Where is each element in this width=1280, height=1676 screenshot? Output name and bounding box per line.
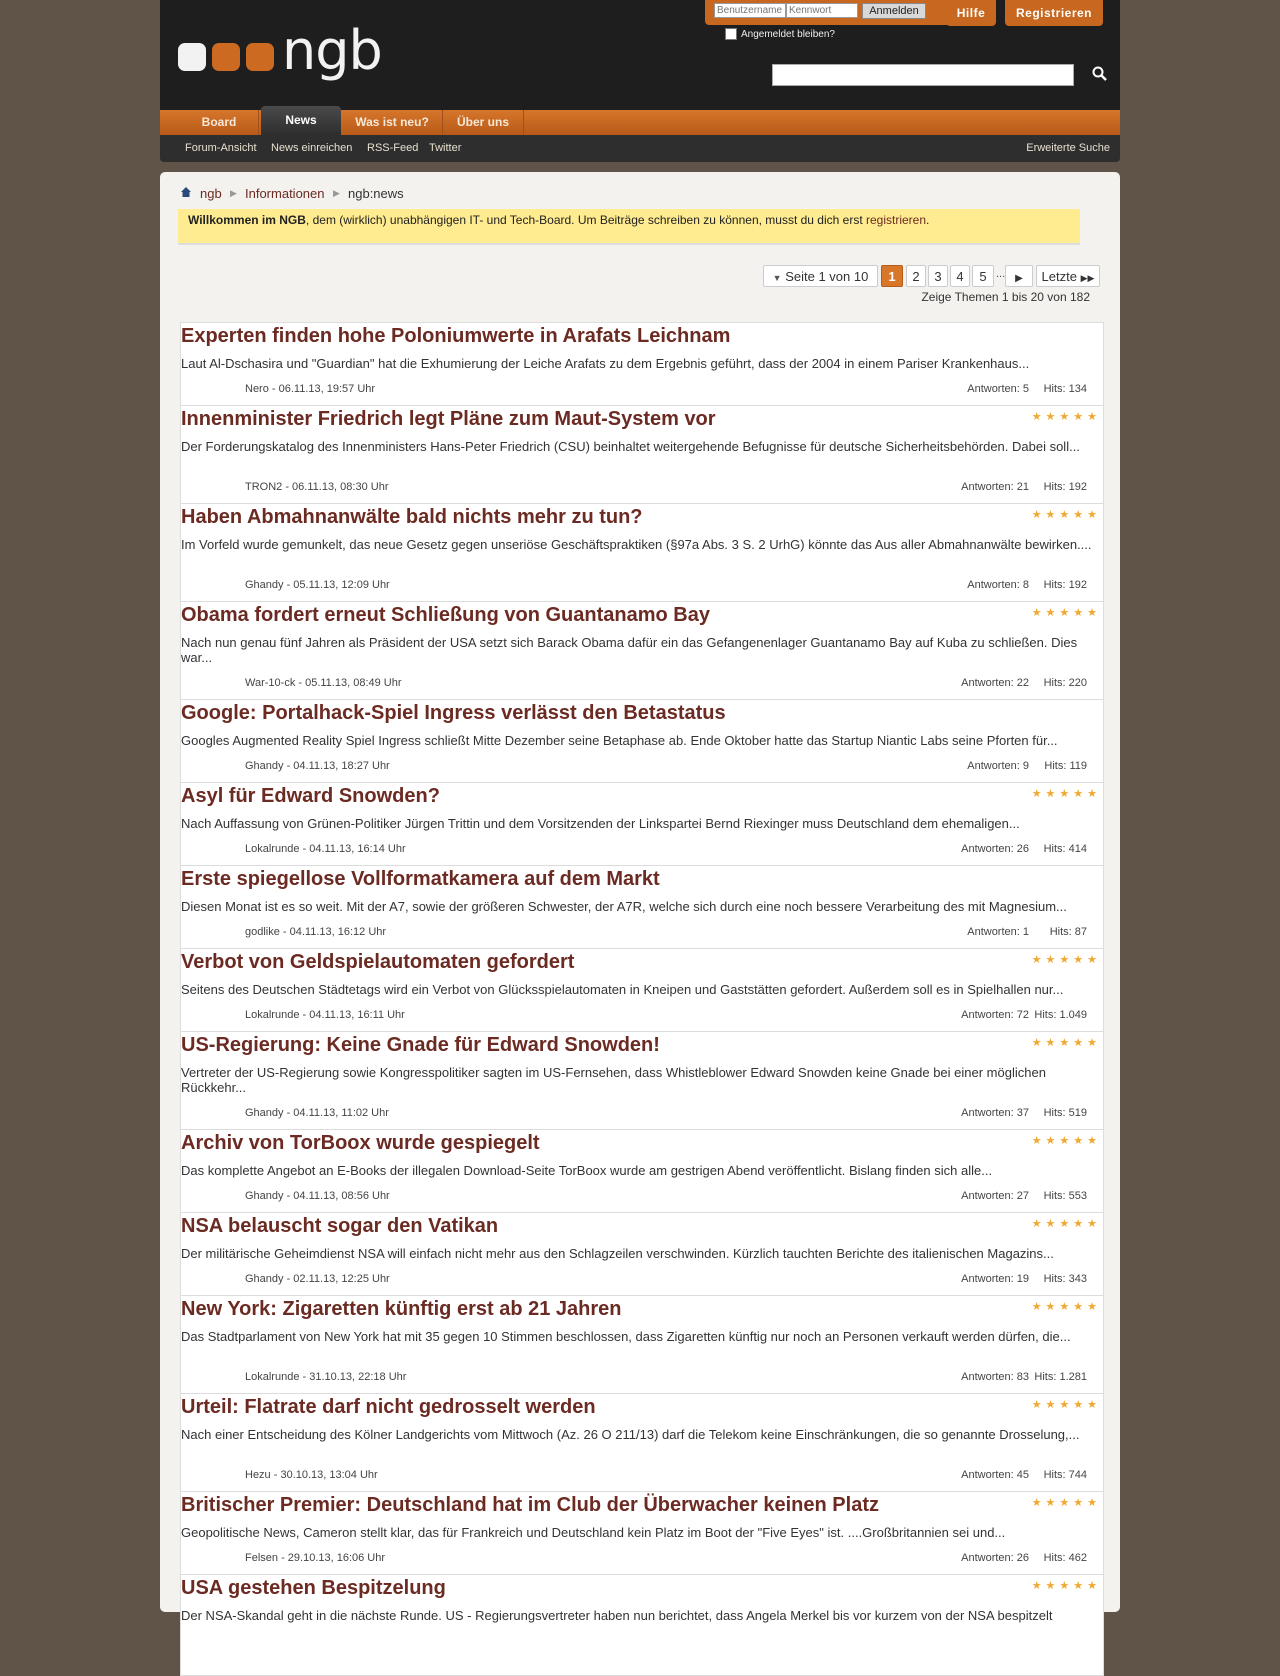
page-wrapper	[160, 0, 1120, 1623]
thread-replies: Antworten: 26	[961, 843, 1029, 855]
thread-item[interactable]	[181, 323, 1103, 406]
thread-title[interactable]: Erste spiegellose Vollformatkamera auf dem Markt	[181, 868, 660, 890]
pagination-ellipsis: ...	[996, 268, 1006, 280]
thread-title[interactable]: Google: Portalhack-Spiel Ingress verlässt den Betastatus	[181, 702, 726, 724]
thread-title[interactable]: Experten finden hohe Poloniumwerte in Arafats Leichnam	[181, 325, 731, 347]
thread-title[interactable]: US-Regierung: Keine Gnade für Edward Snowden!	[181, 1034, 660, 1056]
thread-item[interactable]	[181, 1130, 1103, 1213]
thread-meta	[181, 1371, 1101, 1387]
page-3-button[interactable]: 3	[928, 265, 948, 287]
thread-meta	[181, 1107, 1101, 1123]
thread-item[interactable]	[181, 1575, 1103, 1676]
thread-title[interactable]: Verbot von Geldspielautomaten gefordert	[181, 951, 575, 973]
thread-hits: Hits: 553	[1043, 1190, 1087, 1202]
thread-author-date[interactable]: Lokalrunde - 04.11.13, 16:14 Uhr	[245, 843, 406, 855]
thread-item[interactable]	[181, 949, 1103, 1032]
thread-meta	[181, 579, 1101, 595]
thread-author-date[interactable]: Hezu - 30.10.13, 13:04 Uhr	[245, 1469, 378, 1481]
thread-item[interactable]	[181, 1394, 1103, 1492]
search-icon[interactable]	[1092, 66, 1108, 82]
thread-replies: Antworten: 45	[961, 1469, 1029, 1481]
thread-replies: Antworten: 9	[967, 760, 1029, 772]
breadcrumb-informationen[interactable]: Informationen	[245, 186, 325, 201]
thread-hits: Hits: 192	[1043, 579, 1087, 591]
notice-title: Willkommen im NGB	[188, 213, 306, 227]
breadcrumb-separator-icon: ▶	[333, 188, 340, 198]
login-button[interactable]: Anmelden	[862, 3, 926, 19]
thread-title[interactable]: Asyl für Edward Snowden?	[181, 785, 440, 807]
register-button[interactable]: Registrieren	[1005, 0, 1103, 26]
thread-item[interactable]	[181, 700, 1103, 783]
thread-meta	[181, 1273, 1101, 1289]
thread-hits: Hits: 744	[1043, 1469, 1087, 1481]
thread-replies: Antworten: 22	[961, 677, 1029, 689]
thread-item[interactable]	[181, 504, 1103, 602]
rating-stars-icon: ★★★★★	[1031, 607, 1101, 619]
thread-hits: Hits: 343	[1043, 1273, 1087, 1285]
thread-author-date[interactable]: War-10-ck - 05.11.13, 08:49 Uhr	[245, 677, 402, 689]
thread-replies: Antworten: 72	[961, 1009, 1029, 1021]
page-4-button[interactable]: 4	[950, 265, 970, 287]
thread-count: Zeige Themen 1 bis 20 von 182	[921, 290, 1090, 304]
thread-replies: Antworten: 5	[967, 383, 1029, 395]
thread-meta	[181, 760, 1101, 776]
thread-excerpt: Vertreter der US-Regierung sowie Kongresspolitiker sagten im US-Fernsehen, dass Whistleblower Edward Snowden keine Gnade bei einer möglichen Rückkehr...	[181, 1065, 1046, 1095]
thread-replies: Antworten: 19	[961, 1273, 1029, 1285]
advanced-search-link[interactable]: Erweiterte Suche	[1026, 142, 1110, 154]
thread-author-date[interactable]: Ghandy - 04.11.13, 18:27 Uhr	[245, 760, 390, 772]
thread-excerpt: Nach Auffassung von Grünen-Politiker Jürgen Trittin und dem Vorsitzenden der Linkspartei Bernd Riexinger muss Deutschland dem ehemaligen...	[181, 816, 1020, 831]
thread-excerpt: Googles Augmented Reality Spiel Ingress schließt Mitte Dezember seine Betaphase ab. Ende Oktober hatte das Startup Niantic Labs seine Pforten für...	[181, 733, 1058, 748]
thread-item[interactable]	[181, 1213, 1103, 1296]
rating-stars-icon: ★★★★★	[1031, 1580, 1101, 1592]
main-nav	[160, 110, 1120, 135]
remember-checkbox[interactable]	[725, 28, 737, 40]
thread-meta	[181, 677, 1101, 693]
thread-replies: Antworten: 8	[967, 579, 1029, 591]
next-page-button[interactable]	[1005, 265, 1033, 287]
tab-news[interactable]: News	[261, 106, 341, 135]
thread-excerpt: Diesen Monat ist es so weit. Mit der A7, sowie der größeren Schwester, der A7R, welche sich durch eine noch bessere Verarbeitung des mit Magnesium...	[181, 899, 1067, 914]
notice-text: , dem (wirklich) unabhängigen IT- und Tech-Board. Um Beiträge schreiben zu können, musst du dich erst	[305, 213, 863, 227]
thread-author-date[interactable]: Nero - 06.11.13, 19:57 Uhr	[245, 383, 376, 395]
logo-square-orange	[212, 43, 240, 71]
rating-stars-icon: ★★★★★	[1031, 1218, 1101, 1230]
thread-title[interactable]: Obama fordert erneut Schließung von Guantanamo Bay	[181, 604, 710, 626]
thread-title[interactable]: Haben Abmahnanwälte bald nichts mehr zu tun?	[181, 506, 643, 528]
thread-meta	[181, 926, 1101, 942]
thread-author-date[interactable]: Lokalrunde - 04.11.13, 16:11 Uhr	[245, 1009, 405, 1021]
logo-text: ngb	[282, 19, 382, 82]
rating-stars-icon: ★★★★★	[1031, 788, 1101, 800]
thread-hits: Hits: 1.049	[1034, 1009, 1087, 1021]
thread-hits: Hits: 134	[1043, 383, 1087, 395]
thread-author-date[interactable]: Felsen - 29.10.13, 16:06 Uhr	[245, 1552, 386, 1564]
username-input[interactable]	[714, 3, 786, 18]
thread-replies: Antworten: 26	[961, 1552, 1029, 1564]
page-jump-dropdown[interactable]: ▼ Seite 1 von 10	[763, 265, 878, 287]
password-input[interactable]	[786, 3, 858, 18]
breadcrumb-ngb[interactable]: ngb	[200, 186, 222, 201]
subnav-twitter[interactable]: Twitter	[429, 142, 462, 154]
thread-excerpt: Der militärische Geheimdienst NSA will einfach nicht mehr aus den Schlagzeilen verschwinden. Kürzlich tauchten Berichte des italienischen Magazins...	[181, 1246, 1054, 1261]
thread-item[interactable]	[181, 1296, 1103, 1394]
thread-replies: Antworten: 21	[961, 481, 1029, 493]
page-5-button[interactable]: 5	[972, 265, 994, 287]
main-content	[160, 172, 1120, 1623]
last-page-button[interactable]: Letzte ▶▶	[1036, 265, 1100, 287]
thread-title[interactable]: Urteil: Flatrate darf nicht gedrosselt werden	[181, 1396, 596, 1418]
arrow-right-icon: ▶	[1015, 273, 1023, 284]
thread-hits: Hits: 462	[1043, 1552, 1087, 1564]
thread-title[interactable]: USA gestehen Bespitzelung	[181, 1577, 446, 1599]
thread-replies: Antworten: 1	[967, 926, 1029, 938]
thread-meta	[181, 843, 1101, 859]
rating-stars-icon: ★★★★★	[1031, 1497, 1101, 1509]
thread-excerpt: Der Forderungskatalog des Innenministers Hans-Peter Friedrich (CSU) beinhaltet weitergehende Befugnisse für deutsche Sicherheitsbehörden. Dabei soll...	[181, 439, 1080, 454]
logo-square-white	[178, 43, 206, 71]
thread-item[interactable]	[181, 1032, 1103, 1130]
thread-author-date[interactable]: godlike - 04.11.13, 16:12 Uhr	[245, 926, 387, 938]
thread-hits: Hits: 87	[1049, 926, 1087, 938]
thread-meta	[181, 383, 1101, 399]
tab-about[interactable]: Über uns	[443, 110, 524, 135]
breadcrumb-separator-icon: ▶	[230, 188, 237, 198]
rating-stars-icon: ★★★★★	[1031, 411, 1101, 423]
thread-excerpt: Geopolitische News, Cameron stellt klar, das für Frankreich und Deutschland kein Platz im Boot der "Five Eyes" ist. ....Großbritannien sei und...	[181, 1525, 1006, 1540]
thread-title[interactable]: NSA belauscht sogar den Vatikan	[181, 1215, 499, 1237]
thread-hits: Hits: 192	[1043, 481, 1087, 493]
chevron-down-icon: ▼	[772, 273, 782, 283]
subnav-forum-view[interactable]: Forum-Ansicht	[185, 142, 257, 154]
thread-title[interactable]: Innenminister Friedrich legt Pläne zum Maut-System vor	[181, 408, 716, 430]
thread-list	[180, 322, 1104, 1676]
thread-replies: Antworten: 37	[961, 1107, 1029, 1119]
remember-label: Angemeldet bleiben?	[741, 28, 835, 40]
thread-meta	[181, 1009, 1101, 1025]
thread-author-date[interactable]: TRON2 - 06.11.13, 08:30 Uhr	[245, 481, 389, 493]
thread-excerpt: Nach einer Entscheidung des Kölner Landgerichts vom Mittwoch (Az. 26 O 211/13) darf die Telekom keine Einschränkungen, die so genannte Drosselung,...	[181, 1427, 1080, 1442]
subnav-submit-news[interactable]: News einreichen	[271, 142, 353, 154]
rating-stars-icon: ★★★★★	[1031, 1037, 1101, 1049]
home-icon[interactable]	[180, 186, 192, 198]
thread-excerpt: Im Vorfeld wurde gemunkelt, das neue Gesetz gegen unseriöse Geschäftspraktiken (§97a Abs. 3 S. 2 UrhG) könnte das Aus aller Abmahnanwälte bewirken....	[181, 537, 1092, 552]
thread-replies: Antworten: 27	[961, 1190, 1029, 1202]
thread-excerpt: Nach nun genau fünf Jahren als Präsident der USA setzt sich Barack Obama dafür ein das Gefangenenlager Guantanamo Bay auf Kuba zu schließen. Dies war...	[181, 635, 1078, 665]
register-link[interactable]: registrieren	[866, 213, 927, 227]
thread-excerpt: Das komplette Angebot an E-Books der illegalen Download-Seite TorBoox wurde am gestrigen Abend veröffentlicht. Bislang finden sich alle...	[181, 1163, 993, 1178]
thread-excerpt: Das Stadtparlament von New York hat mit 35 gegen 10 Stimmen beschlossen, dass Zigaretten künftig nur noch an Personen verkauft werden dürfen, die...	[181, 1329, 1071, 1344]
thread-meta	[181, 1190, 1101, 1206]
thread-item[interactable]	[181, 783, 1103, 866]
help-button[interactable]: Hilfe	[946, 0, 996, 26]
thread-replies: Antworten: 83	[961, 1371, 1029, 1383]
thread-meta	[181, 1653, 1101, 1669]
subnav-rss-feed[interactable]: RSS-Feed	[367, 142, 419, 154]
rating-stars-icon: ★★★★★	[1031, 954, 1101, 966]
thread-item[interactable]	[181, 866, 1103, 949]
thread-excerpt: Seitens des Deutschen Städtetags wird ein Verbot von Glücksspielautomaten in Kneipen und Gaststätten gefordert. Außerdem soll es in Spielhallen nur...	[181, 982, 1064, 997]
rating-stars-icon: ★★★★★	[1031, 1135, 1101, 1147]
thread-author-date[interactable]: Lokalrunde - 31.10.13, 22:18 Uhr	[245, 1371, 407, 1383]
tab-board[interactable]: Board	[180, 110, 259, 135]
thread-title[interactable]: Archiv von TorBoox wurde gespiegelt	[181, 1132, 540, 1154]
logo-square-orange	[246, 43, 274, 71]
rating-stars-icon: ★★★★★	[1031, 1301, 1101, 1313]
welcome-notice: Willkommen im NGB, dem (wirklich) unabhängigen IT- und Tech-Board. Um Beiträge schreiben zu können, musst du dich erst registrieren.	[178, 209, 1080, 245]
rating-stars-icon: ★★★★★	[1031, 1399, 1101, 1411]
page-2-button[interactable]: 2	[906, 265, 926, 287]
thread-item[interactable]	[181, 1492, 1103, 1575]
double-arrow-right-icon: ▶▶	[1080, 273, 1095, 283]
thread-item[interactable]	[181, 602, 1103, 700]
thread-excerpt: Der NSA-Skandal geht in die nächste Runde. US - Regierungsvertreter haben nun berichtet, dass Angela Merkel bis vor kurzem von der NSA bespitzelt	[181, 1608, 1053, 1623]
tab-whats-new[interactable]: Was ist neu?	[342, 110, 443, 135]
thread-author-date[interactable]: Ghandy - 04.11.13, 11:02 Uhr	[245, 1107, 389, 1119]
thread-hits: Hits: 1.281	[1034, 1371, 1087, 1383]
thread-hits: Hits: 119	[1044, 760, 1087, 772]
page-1-button[interactable]: 1	[881, 265, 903, 287]
remember-me[interactable]	[725, 28, 835, 40]
thread-hits: Hits: 519	[1043, 1107, 1087, 1119]
header	[160, 0, 1120, 110]
thread-meta	[181, 481, 1101, 497]
thread-title[interactable]: New York: Zigaretten künftig erst ab 21 Jahren	[181, 1298, 622, 1320]
site-logo[interactable]	[178, 19, 382, 84]
thread-meta	[181, 1469, 1101, 1485]
search-input[interactable]	[772, 64, 1074, 86]
thread-author-date[interactable]: Ghandy - 02.11.13, 12:25 Uhr	[245, 1273, 390, 1285]
thread-meta	[181, 1552, 1101, 1568]
rating-stars-icon: ★★★★★	[1031, 509, 1101, 521]
thread-author-date[interactable]: Ghandy - 04.11.13, 08:56 Uhr	[245, 1190, 390, 1202]
thread-hits: Hits: 220	[1043, 677, 1087, 689]
login-box	[705, 0, 963, 25]
thread-author-date[interactable]: Ghandy - 05.11.13, 12:09 Uhr	[245, 579, 390, 591]
thread-excerpt: Laut Al-Dschasira und "Guardian" hat die Exhumierung der Leiche Arafats zu dem Ergebnis geführt, dass der 2004 in einem Pariser Krankenhaus...	[181, 356, 1030, 371]
sub-nav	[160, 135, 1120, 162]
thread-title[interactable]: Britischer Premier: Deutschland hat im Club der Überwacher keinen Platz	[181, 1494, 879, 1516]
thread-item[interactable]	[181, 406, 1103, 504]
breadcrumb-current: ngb:news	[348, 186, 404, 201]
thread-hits: Hits: 414	[1043, 843, 1087, 855]
